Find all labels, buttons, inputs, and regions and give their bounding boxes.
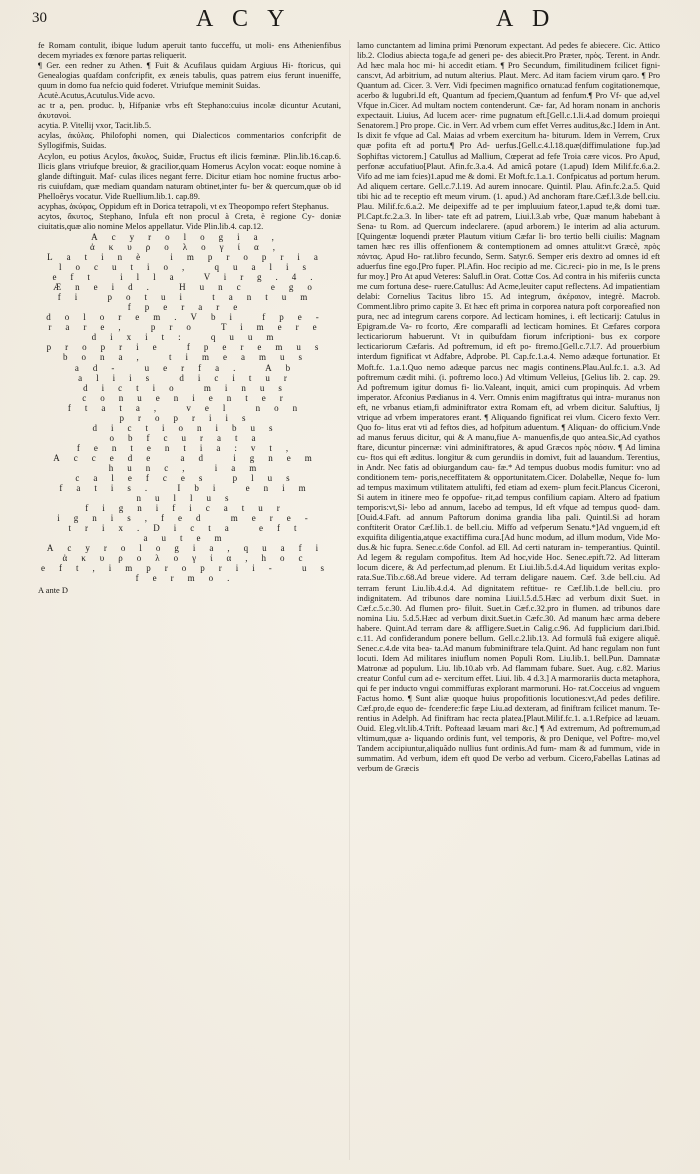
column-gutter [349, 40, 350, 1160]
right-column [357, 40, 660, 773]
entry-ad-continued: lamo cunctantem ad limina primi Pœnorum expectant. Ad pedes fe abiecere. Cic. Attico lib.2. Clodius abiecta toga,fe ad generi pe- des abiecit.Pro Præter, πρὸς. Terent. in Andr. Ad hæc mala hoc mi- hi accedit etiam. ¶ Pro Secundum, fimilitudinem fcilicet figni- cans:vt, Ad arbitrium, ad nutum alterius. Plaut. Merc. Ad itam faciem virum qaro. ¶ Pro Quantum ad. Cicer. 3. Verr. Vidi fpecimen magnifico ornatu:ad fenfum cogitationemque, acerbo & lugubri.Id eft, Quantum ad fpeciem,Quantum ad fenfum.¶ Pro Vf- que ad,vel Vfque in.Cicer. Ad multam noctem contenderunt. Cæ- far, Ad horam nonam in anchoris expectauit. Liuius, Ad lucem acer- rime pugnatum eft.[Gell.c.1.li.4.ad domum proiequi Senatorem.] Pro prope. Cic. in Verr. Ad vrbem cum effet Verres auditus,&c.] Idem in Ant. Is dixit fe vfque ad Cal. Maias ad vrbem exercitum ha- biturum. Idem in Verrem, Crux quæ pofita eft ad portu.¶ Pro Ad- uerfus.[Gell.c.4.l.18.quæ(diffimulatione fup.)ad Sophiftas victorem.] Catullus ad Mallium, Cœperat ad fefe Troia cære vicos. Pro Apud, perfonæ accufatiuo[Plaut. Afin.fc.3.a.4. Ad amicâ potare (1.apud) Idem Milif.fc.6.a.2. Vifo ad me iam fcies)1.apud me & domi. Et Moft.fc.1.a.1. Confpicatus ad portum herum. Ad aliquem certare. Gell.c.7.l.19. Ad aurem innocare. Quintil. Plau. Afin.fc.2.a.5. Quid tibi hic ad te receptio eft meum virum. (1. apud.) Ad anchoram ftare.Cæf.l.3.de bell.ciu. Plau. Milif.fc.6.a.2. Me deipexiffe ad te per impluuium fateor,1.apud te,& domi tuæ. Pl.Capt.fc.2.a.3. In liber- tate eft ad patrem, Liui.l.3.ab vrbe, Quæ manum habebant à Sena- tu Rom. ad Quercum indeclarere. (apud arborem.) Ie interim ad alia acturum. [Quingentæ loquendi præter Plautum vitium Cæfar li- bro tertio belli ciuilis: Magnam tamen hæc res illis offenfionem & contemptionem ad omnes attulit:vt Græcè, πρὸς πάντας. Apud Ho- rat.libro fecundo, Serm. Satyr.6. Semper eris dextro ad omnes id eft aduerfus fine ego.[Pro fuper. Pl.Afin. Hoc recipio ad me. Cic.reci- pio in me, Is le prens fur moy.] Pro At apud Veteres: Salufl.in Orat. Cottæ Cos. Ad contra in his miferiis cuncta me cum fortuna dese- ruere.Catullus: Ad Acme,leuiter caput reflectens. Ad impatientiam delabi: Cornelius Tacitus libro 15. Ad integrum, ἀκέραιον, integrè. Macrob. Comment.libro primo capite 3. Et hæc eft prima in corporea natura poft corporeafied non pura, nec ad integrum carens corpore. Ad lecticam homines, i. eft lecticarij: Catulus in Epigram.de Va- ro fcorto, Ære comparafli ad lecticam homines. Et Cæfares corpora lecticariorum habuerunt. Vt in quibufdam fiorum infcriptioni- bus ex corpore lecticariorum Cæfaris. Ad poftremum, id eft po- ftremo.[Gell.c.7.l.7. Ad prouerbium interdum fignificat vt Adfabre, Adprobe. Pl. Cap.fc.1.a.4. Nemo adæque fortunatior. Et Moft.fc. 1.a.1.Quo nemo adæque parcus nec magis continens.Plau.Aul.fc.1. a.3. Ad poftremum cædit mihi. (i. poftremo loco.) Ad vltimum Velleius, [Gelius lib. 2. cap. 29. Ad poftremum igitur domus fi- lio.Valeant, inquit, amici cum propinquis. Ad vrbem imperator. Afconius Pædianus in 4. Verr. Omnis enim magiftratus qui intra- muranus non eft, ne vrbanus etiam,fi adminiftrator extra Romam eft, ad vrbem dicitur. Saluftius, Ij vtrique ad vrbem imperatores erant. ¶ Aliquando fignificat rei vlum. Cicero fexto Verr. Quo fo- litus erat vti ad feftos dies, ad hofpitum aduentum. ¶ Aliquan- do officium.Vnde ad manus feruus dicitur, qui & A manu,fiue A- manuenfis,de quo antea.Sic,Ad cyathos ftare, dicuntur pincernæ: vini adminiftratores, & apud Græcos πρὸς πόσιν. ¶ Ad limina cu- ftos qui eft æditus. longitur & cum gerundiis in domivt, fuit ad lauandum. Terentius, in Andr. Nec fatis ad obiurgandum cau- fæ.* Ad tempus duobus modis fumitur: vno ad conditionem tem- poris,neceffitatem & opportunitatem.Cicer. Dolabellæ, Neque fo- lum ad tempus maximum vtilitatem attulifti, fed etiam ad exem- plum fecit.Plancus Ciceroni, Si autem in itinere meo fe oppofue- rit,ad tempus confilium capiam. Altero ad fpatium temporis:vt,Si- lebo ad annum, Iacebo ad tempus, Id eft vfque ad tempus quod- dam.[Ouid.4.Faft. ad annum Paftorum donima grandia liba pali. Quintil.Si ad horam conftiterit Orator Cæf.lib.1. de bell.ciu. Miffo ad vefperum Senatu.*]Ad vnguem,id eft exquifita diligentia,atque exactiffima cura.[Ad hunc modum, ad illum modum, Vide Mo- dus.& hic fupra. Senec.c.6de Confol. ad Ell. Ad certi naturam in- temperantius. Quintil. Ad legem & regulam compofitus. Item Ad hoc,vide Hoc. Senec.epift.72. Ad litteram locum dicere, & Ad perfectum,ad plenum. Et Liui.lib.5.d.4.Ad liquidum veritas explo- rata.Sue.Tib.c.68.Ad breue videre. Ad terram deligare nauem. Cæf. 3.de bell.ciu. Ad terram ferunt Liu.lib.4.d.4. Ad dignitatem reftitue- re Cæf.lib.1.de bell.ciu. pro indignitatem. Ad tribunos dare nomina Liui.l.5.d.5.Hæc ad verbum dixit Suet. in Cæf.c.5.c.30. Ad flumen pro- filuit. Suet.in Cæf.c.32.pro in flumen. ad tribunos dare nomina Liu. 5.d.5.Hæc ad verbum dixit.Suet.in Cæfc.30. Ad manum hæc arma debere habere. Quint.Ad terram dare & affligere.Suet.in Calig.c.96. Ad fupplicium dari.Ibid. c.11. Ad confiderandum ponere bellum. Gell.c.2.lib.13. Ad formulâ fuâ exigere aliquê. Senec.c.4.de vita bea- ta.Ad manum fubminiftrare tela.Quint. Ad hanc regulam non funt locuti. Idem Ad militares iniuflum nomen Populi Rom. Liu.lib.1. bell.Pun. Damnatæ Matronæ ad populum. Liu. lib.10.ab vrb. Ad flammam fubare. Suet. Aug. c.82. Marius creatur Conful cum ad e- xercitum effet. Liui. lib. 4 d.3.] A marmorariis ducta metaphora, qui fe per inducto vngui commiffuras explorant marmoruni. Ho- rat.Cocceius ad vnguem Factus homo. ¶ Sunt aliæ quoque huius propofitionis locutiones:vt,Ad pedes defilire. Cæf.pro,de equo de- fcendere:fic fæpe Liu.ad dexteram, ad finiftram fcilicet manum. Te- rentius in Adelph. Ad finiftram hac recta platea.[Plaut.Milif.fc.1. a.1.Refpice ad læuam. Ouid. Eleg.vlt.lib.4.Trift. Pofteaad læuam mari &c.] ¶ Ad extremum, Ad poftremum,ad vltimum,quæ a- liquando ordinis funt, vel temporis, & pro Denique, vel Poftre- mo,vel Tandem accipiuntur,aliquãdo nullius funt ordinis.Ad fum- mam & ad fummum, vide in summatim. Ad verbum, idem eft quod De verbo ad verbum. Cicero,Fabellas Latinas ad verbum de Græcis [357, 40, 660, 774]
entry-acute: ¶ Ger. een redner zu Athen. ¶ Fuit & Acufilaus quidam Argiuus Hi- ftoricus, qui Genealogias quafdam confcripfit, ex æneis tabulis, quas patrem eius ferunt inueniffe, quum in domo fua nefcio quid foderet. Vtriufque meminit Suidas. [38, 60, 341, 91]
entry-ad: A ante D [38, 584, 68, 595]
entry-acyphas: Acylon, eu potius Acylos, ἄκυλος, Suidæ, Fructus eft ilicis fœminæ. Plin.lib.16.cap.6. Ilicis glans vtriufque breuior, & gracilior,quam Homerus Acylon vocat: eoque nomine à glande diftinguit. Maf- culas ilices negant ferre. Dicitur etiam hoc nomine fructus arbo- ris cuiufdam, quæ mediam quandam naturam obtinet,inter fu- ber & quercum,quæ ob id Phelloêrys vocatur. Vide Ruellium.lib.1. cap.89. [38, 150, 341, 201]
entry-acusilaus: fe Romam contulit, ibique ludum aperuit tanto fucceffu, ut moli- ens Athenienfibus decem myriades ex fœnore partas reliquerit. [38, 40, 341, 61]
entry-acylon: acylas, ἀκύλας. Philofophi nomen, qui Dialecticos commentarios confcripfit de Syllogifmis, Suidas. [38, 130, 341, 151]
left-column [38, 40, 341, 595]
entry-acutia: Acutè.Acutus,Acutulus.Vide acvo. [38, 90, 155, 101]
running-head-left: A C Y [196, 6, 292, 32]
page-number: 30 [32, 10, 47, 26]
entry-acytia: ac tr a, pen. produc. ḥ, Hifpaniæ vrbs eft Stephano:cuius incolæ dicuntur Acutani, ἀκυτανοὶ. [38, 100, 341, 121]
entry-acytos: acyphas, ἀκύφας, Oppidum eft in Dorica tetrapoli, vt ex Theopompo refert Stephanus. [38, 200, 329, 211]
running-head-right: A D [496, 6, 557, 32]
section-heading-a-ante-d: Acyrologia, ἀκυρολογία, Latinè impropria locutio, qualis eft illa Virg.4. Æneid. Hunc ego fi potui tantum fperare dolorem.Vbi fpe- rare, pro Timere dixit: quum proprie fperemus bona, timeamus ad- uerfa. Ab aliis dicitur dictio minus conuenienter ftata, vel non propriis dictionibus obfcurata fententia:vt, Accede ad ignem hunc, iam calefces plus fatis. Ibi enim nullus fignificatur ignis,fed mere- trix.Dicta eft autem Acyrologia,quafi ἀκυρολογία,hoc eft,improprii- us fermo. [41, 231, 338, 584]
entry-acyrologia: acytos, ἄκυτος, Stephano, Infula eft non procul à Creta, è regione Cy- doniæ ciuitatis,quæ alio nomine Melos appellatur. Vide Plin.lib.4. cap.12. [38, 210, 341, 231]
entry-acylas: acytia. P. Vitellij vxor, Tacit.lib.5. [38, 120, 152, 131]
